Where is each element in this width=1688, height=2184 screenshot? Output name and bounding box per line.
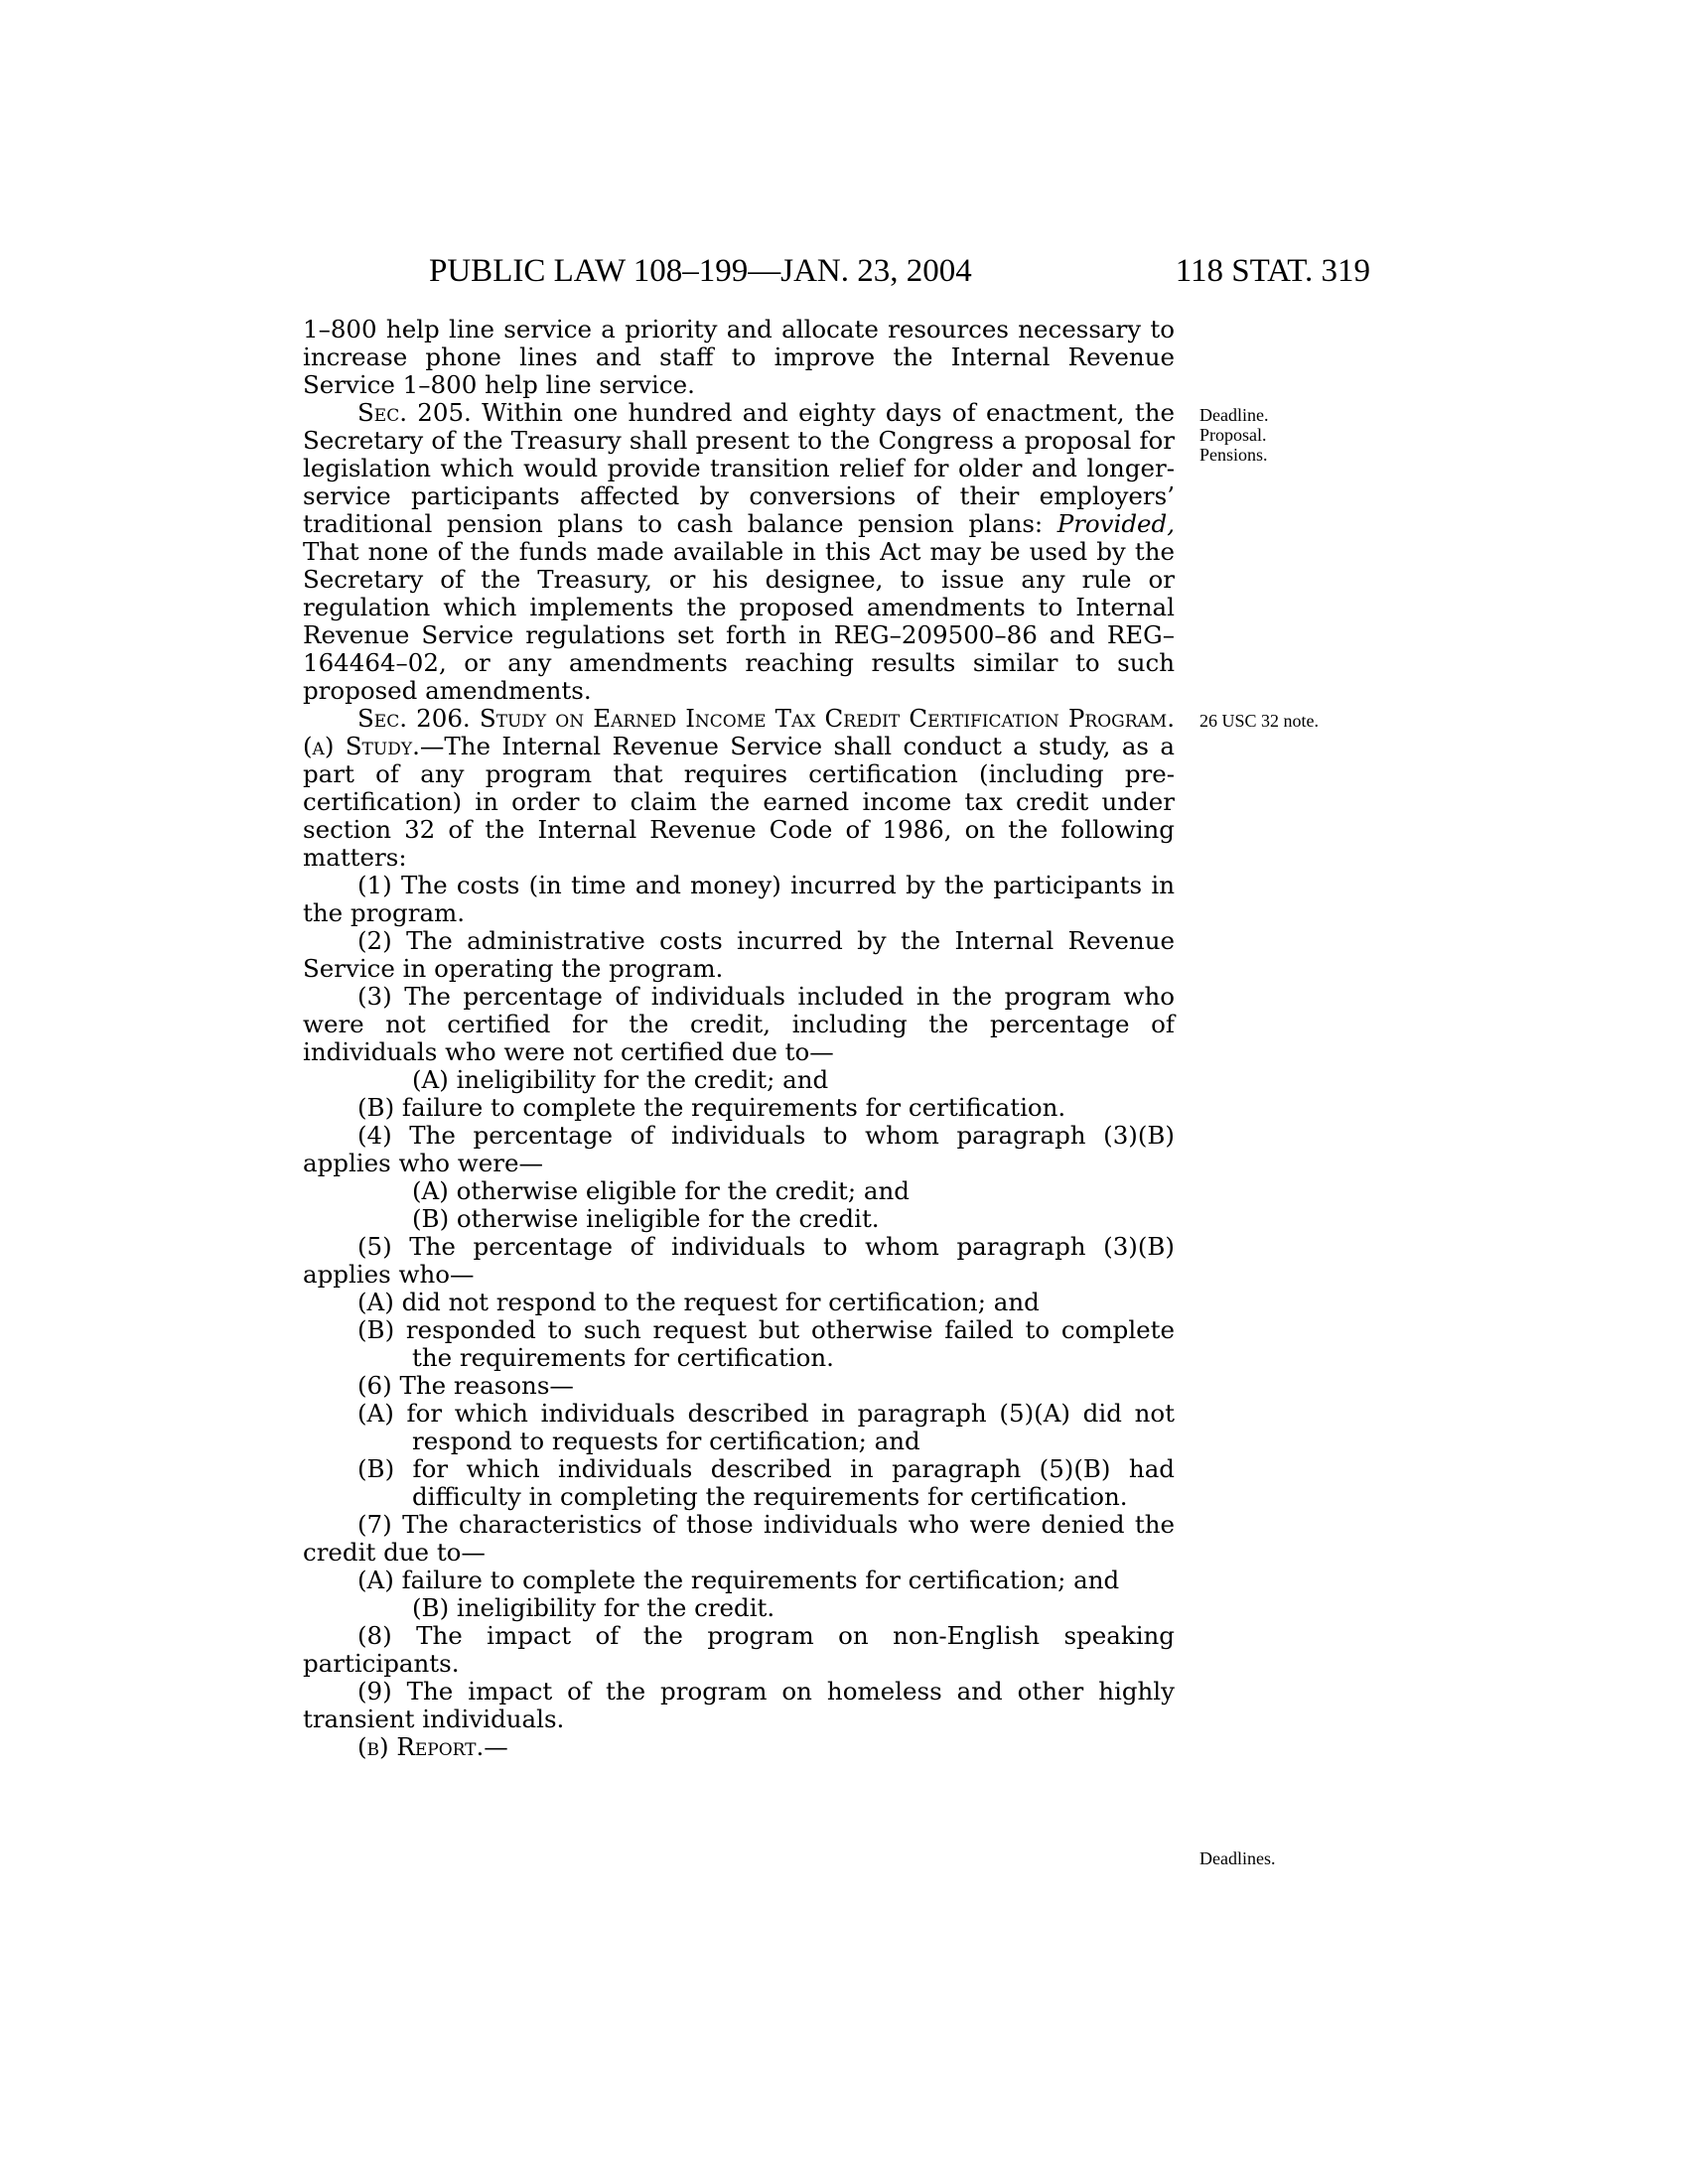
list-item-5: (5) The percentage of individuals to whom paragraph (3)(B) applies who— xyxy=(303,1232,1175,1289)
margin-note-pensions: Pensions. xyxy=(1199,445,1268,465)
list-item-7: (7) The characteristics of those individuals who were denied the credit due to— xyxy=(303,1510,1175,1567)
list-subitem-3b: (B) failure to complete the requirements for certification. xyxy=(357,1093,1066,1122)
running-title: PUBLIC LAW 108–199—JAN. 23, 2004 xyxy=(429,253,972,289)
list-subitem-7b: (B) ineligibility for the credit. xyxy=(412,1593,775,1622)
margin-note-deadline: Deadline. xyxy=(1199,405,1269,425)
subsection-study: (a) Study. xyxy=(303,732,420,760)
margin-note-report: Deadlines. xyxy=(1199,1848,1276,1868)
list-item-3: (3) The percentage of individuals included in the program who were not certified for the credit, including the percentage of individuals who were not certified due to— xyxy=(303,982,1175,1066)
list-item-4: (4) The percentage of individuals to whom paragraph (3)(B) applies who were— xyxy=(303,1121,1175,1177)
list-item-9: (9) The impact of the program on homeless and other highly transient individuals. xyxy=(303,1677,1175,1733)
section-heading: Study on Earned Income Tax Credit Certification Program. xyxy=(479,704,1175,733)
list-item-2: (2) The administrative costs incurred by the Internal Revenue Service in operating the program. xyxy=(303,926,1175,983)
list-subitem-7a: (A) failure to complete the requirements for certification; and xyxy=(357,1566,1120,1594)
list-subitem-5a: (A) did not respond to the request for certification; and xyxy=(357,1288,1040,1316)
section-label: Sec. xyxy=(357,398,407,427)
list-item-8: (8) The impact of the program on non-English speaking participants. xyxy=(303,1621,1175,1678)
list-subitem-5b: (B) responded to such request but otherwise failed to complete the requirements for certification. xyxy=(357,1315,1175,1372)
subsection-report: (b) Report.— xyxy=(357,1732,508,1761)
document-body xyxy=(303,316,1175,1761)
margin-note-proposal: Proposal. xyxy=(1199,425,1267,445)
list-item-1: (1) The costs (in time and money) incurred by the participants in the program. xyxy=(303,871,1175,927)
list-subitem-4b: (B) otherwise ineligible for the credit. xyxy=(412,1204,880,1233)
margin-note-sec205 xyxy=(1199,405,1268,465)
page-number: 118 STAT. 319 xyxy=(1175,253,1370,289)
list-subitem-6a: (A) for which individuals described in paragraph (5)(A) did not respond to requests for certification; and xyxy=(357,1399,1175,1455)
section-205: Sec. 205. Within one hundred and eighty days of enactment, the Secretary of the Treasury shall present to the Congress a proposal for legislation which would provide transition relief for older and longer-service participants affected by conversions of their employers’ traditional pension plans to cash balance pension plans: Provided, That none of the funds made available in this Act may be used by the Secretary of the Treasury, or his designee, to issue any rule or regulation which implements the proposed amendments to Internal Revenue Service regulations set forth in REG–209500–86 and REG–164464–02, or any amendments reaching results similar to such proposed amendments. xyxy=(303,398,1175,705)
list-subitem-3a: (A) ineligibility for the credit; and xyxy=(412,1065,829,1094)
provided-proviso: Provided, xyxy=(1056,509,1175,538)
list-subitem-6b: (B) for which individuals described in paragraph (5)(B) had difficulty in completing the requirements for certification. xyxy=(357,1454,1175,1511)
intro-paragraph: 1–800 help line service a priority and allocate resources necessary to increase phone lines and staff to improve the Internal Revenue Service 1–800 help line service. xyxy=(303,315,1175,399)
list-item-6: (6) The reasons— xyxy=(357,1371,574,1400)
margin-note-sec206: 26 USC 32 note. xyxy=(1199,711,1320,731)
section-206: Sec. 206. Study on Earned Income Tax Credit Certification Program. (a) Study.—The Internal Revenue Service shall conduct a study, as a part of any program that requires certification (including pre-certification) in order to claim the earned income tax credit under section 32 of the Internal Revenue Code of 1986, on the following matters: xyxy=(303,704,1175,872)
page-header xyxy=(0,246,1688,296)
list-subitem-4a: (A) otherwise eligible for the credit; and xyxy=(412,1176,910,1205)
